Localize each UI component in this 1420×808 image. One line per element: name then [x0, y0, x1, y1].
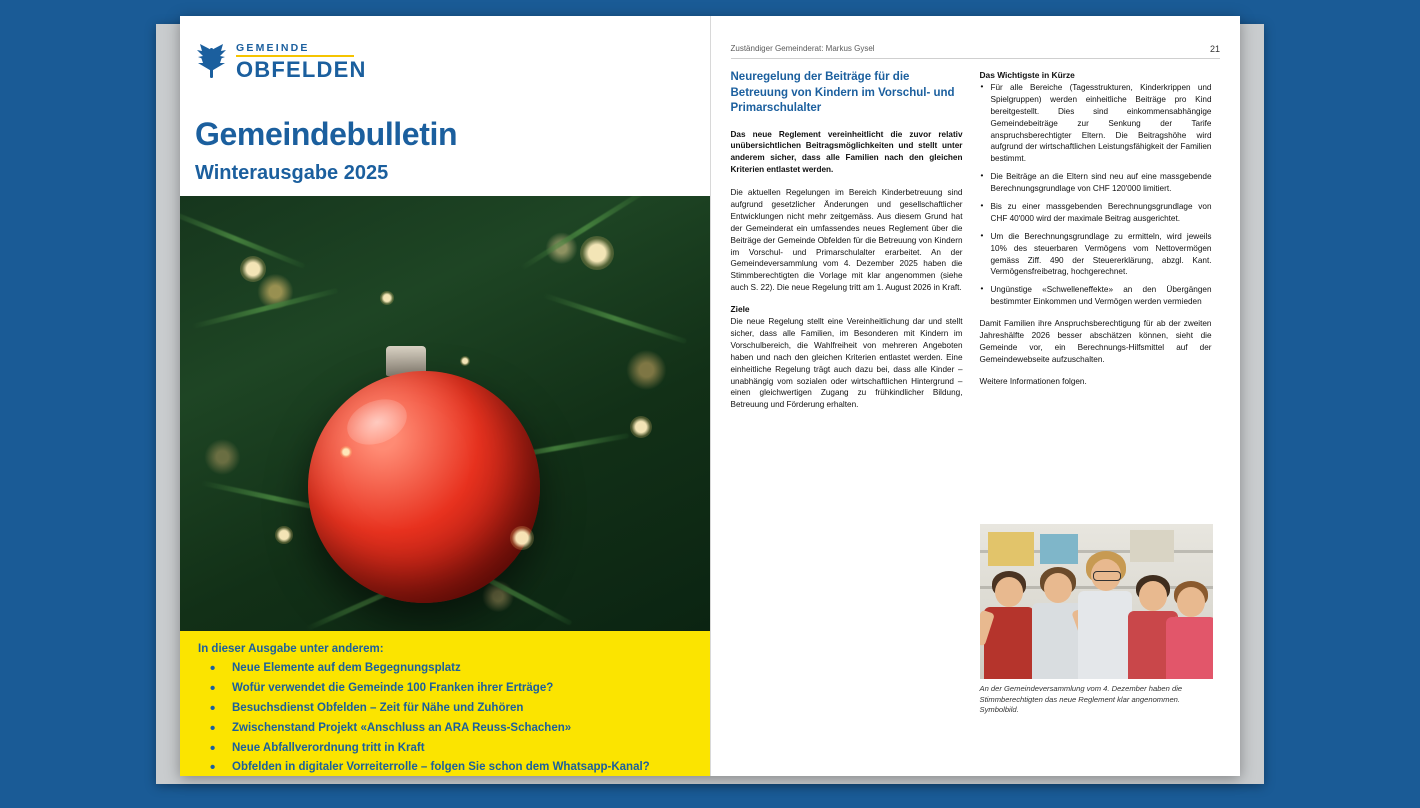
list-item: • Um die Berechnungsgrundlage zu ermitteln, wird jeweils 10% des steuerbaren Vermögens vom Nettovermögen gemäss Ziff. 490 der Steuererklärung, abzgl. Kant. Vermögensfreibetrag, hochgerechnet.: [980, 231, 1212, 279]
wall-poster: [1130, 530, 1174, 562]
photo-caption: An der Gemeindeversammlung vom 4. Dezember haben die Stimmberechtigten das neue Reglement klar angenommen. Symbolbild.: [979, 684, 1183, 715]
section-heading-ziele: Ziele: [730, 304, 750, 315]
header-divider: [731, 58, 1221, 59]
article-photo: [980, 524, 1213, 679]
article-page: [710, 16, 1241, 776]
torso: [1166, 617, 1213, 679]
wall-poster: [1040, 534, 1078, 564]
gemeinde-logo: [195, 42, 367, 82]
obfelden-crest-icon: [195, 42, 229, 82]
bokeh-light: [460, 356, 470, 366]
glasses-icon: [1093, 571, 1121, 581]
list-item: • Besuchsdienst Obfelden – Zeit für Nähe und Zuhören: [198, 701, 692, 715]
bokeh-light: [275, 526, 293, 544]
list-item: • Obfelden in digitaler Vorreiterrolle – folgen Sie schon dem Whatsapp-Kanal?: [198, 760, 692, 774]
page-number: 21: [1209, 44, 1220, 54]
article-columns: [731, 70, 1221, 421]
article-final-line: Weitere Informationen folgen.: [979, 376, 1087, 386]
cover-page: [180, 16, 710, 776]
head: [1044, 573, 1072, 603]
article-title: Neuregelung der Beiträge für die Betreuung von Kindern im Vorschul- und Primarschulalter: [730, 71, 955, 115]
list-item: • Zwischenstand Projekt «Anschluss an ARA Reuss-Schachen»: [198, 721, 692, 735]
list-item: • Die Beiträge an die Eltern sind neu auf eine massgebende Berechnungsgrundlage von CHF 120'000 limitiert.: [980, 171, 1212, 195]
bokeh-light: [630, 416, 652, 438]
article-paragraph-ziele: Die neue Regelung stellt eine Vereinheitlichung dar und stellt sicher, dass alle Familien, im Besonderen mit Kindern im Vorschulbereich, die Wahlfreiheit von mehreren Angeboten haben und nach den gleichen Kriterien entlastet werden. Eine einheitliche Regelung trägt auch dazu bei, dass alle Kinder – unabhängig vom sozialen oder wirtschaftlichen Hintergrund – einen gleichwertigen Zugang zu frühkindlicher Bildung, Betreuung und Förderung erhalten.: [730, 317, 963, 410]
christmas-bauble: [308, 371, 540, 603]
article-lead: Das neue Reglement vereinheitlicht die zuvor relativ unübersichtlichen Beitragsmöglichkeiten und stellt unter anderem sicher, dass alle Familien nach den gleichen Kriterien entlastet werden.: [730, 129, 963, 175]
logo-line2: OBFELDEN: [236, 57, 367, 83]
toc-list: [198, 661, 692, 775]
head: [995, 577, 1023, 607]
summary-bullet-list: [980, 82, 1212, 308]
child-figure: [1166, 575, 1213, 679]
cover-photo: [180, 196, 710, 631]
bokeh-light: [380, 291, 394, 305]
bokeh-light: [580, 236, 614, 270]
torso: [1078, 591, 1132, 679]
article-column-right: [980, 70, 1212, 421]
head: [1177, 587, 1205, 617]
cover-subtitle: Winterausgabe 2025: [195, 162, 389, 184]
magazine-spread: [180, 16, 1240, 776]
article-paragraph-1: Die aktuellen Regelungen im Bereich Kinderbetreuung sind aufgrund gesetzlicher Änderungen und gesellschaftlicher Entwicklungen nicht mehr zeitgemäss. Aus diesem Grund hat der Gemeinderat ein umfassendes neues Reglement über die Beiträge der Gemeinde Obfelden für die Betreuung von Kindern im Vorschul- und Primarschulalter erarbeitet. An der Gemeindeversammlung vom 4. Dezember 2025 haben die Stimmberechtigten die Vorlage mit klar angenommen (siehe auch S. 22). Die neue Regelung tritt am 1. August 2026 in Kraft.: [730, 188, 963, 293]
toc-heading: In dieser Ausgabe unter anderem:: [198, 643, 384, 655]
bauble-highlight: [340, 391, 413, 453]
running-head: [731, 44, 1221, 54]
bokeh-light: [340, 446, 352, 458]
list-item: • Wofür verwendet die Gemeinde 100 Franken ihrer Erträge?: [198, 681, 692, 695]
bokeh-light: [510, 526, 534, 550]
list-item: • Für alle Bereiche (Tagesstrukturen, Kinderkrippen und Spielgruppen) werden einheitliche Beiträge pro Kind bereitgestellt. Dies sind einkommensabhängige Gemeindebeiträge zur Senkung der Tarife anspruchsberechtigter Eltern. Die Beitragshöhe wird aufgrund der wirtschaftlichen Leistungsfähigkeit der Familien bestimmt.: [980, 82, 1212, 165]
bokeh-light: [240, 256, 266, 282]
table-of-contents-box: [180, 631, 710, 776]
section-heading-summary: Das Wichtigste in Kürze: [979, 70, 1075, 80]
list-item: • Ungünstige «Schwelleneffekte» an den Übergängen bestimmter Einkommen und Vermögen werden vermieden: [980, 284, 1212, 308]
running-head-text: Zuständiger Gemeinderat: Markus Gysel: [730, 44, 875, 53]
list-item: • Neue Abfallverordnung tritt in Kraft: [198, 741, 692, 755]
logo-line1: GEMEINDE: [236, 41, 310, 54]
article-column-left: [731, 70, 963, 421]
list-item: • Bis zu einer massgebenden Berechnungsgrundlage von CHF 40'000 wird der maximale Beitrag ausgerichtet.: [980, 201, 1212, 225]
list-item: • Neue Elemente auf dem Begegnungsplatz: [198, 661, 692, 675]
head: [1139, 581, 1167, 611]
article-closing-paragraph: Damit Familien ihre Anspruchsberechtigung für ab der zweiten Jahreshälfte 2026 besser abschätzen können, sieht die Gemeinde vor, ein Berechnungs-Hilfsmittel auf der Gemeindewebseite aufzuschalten.: [979, 319, 1212, 364]
page-title: Gemeindebulletin: [195, 116, 458, 152]
